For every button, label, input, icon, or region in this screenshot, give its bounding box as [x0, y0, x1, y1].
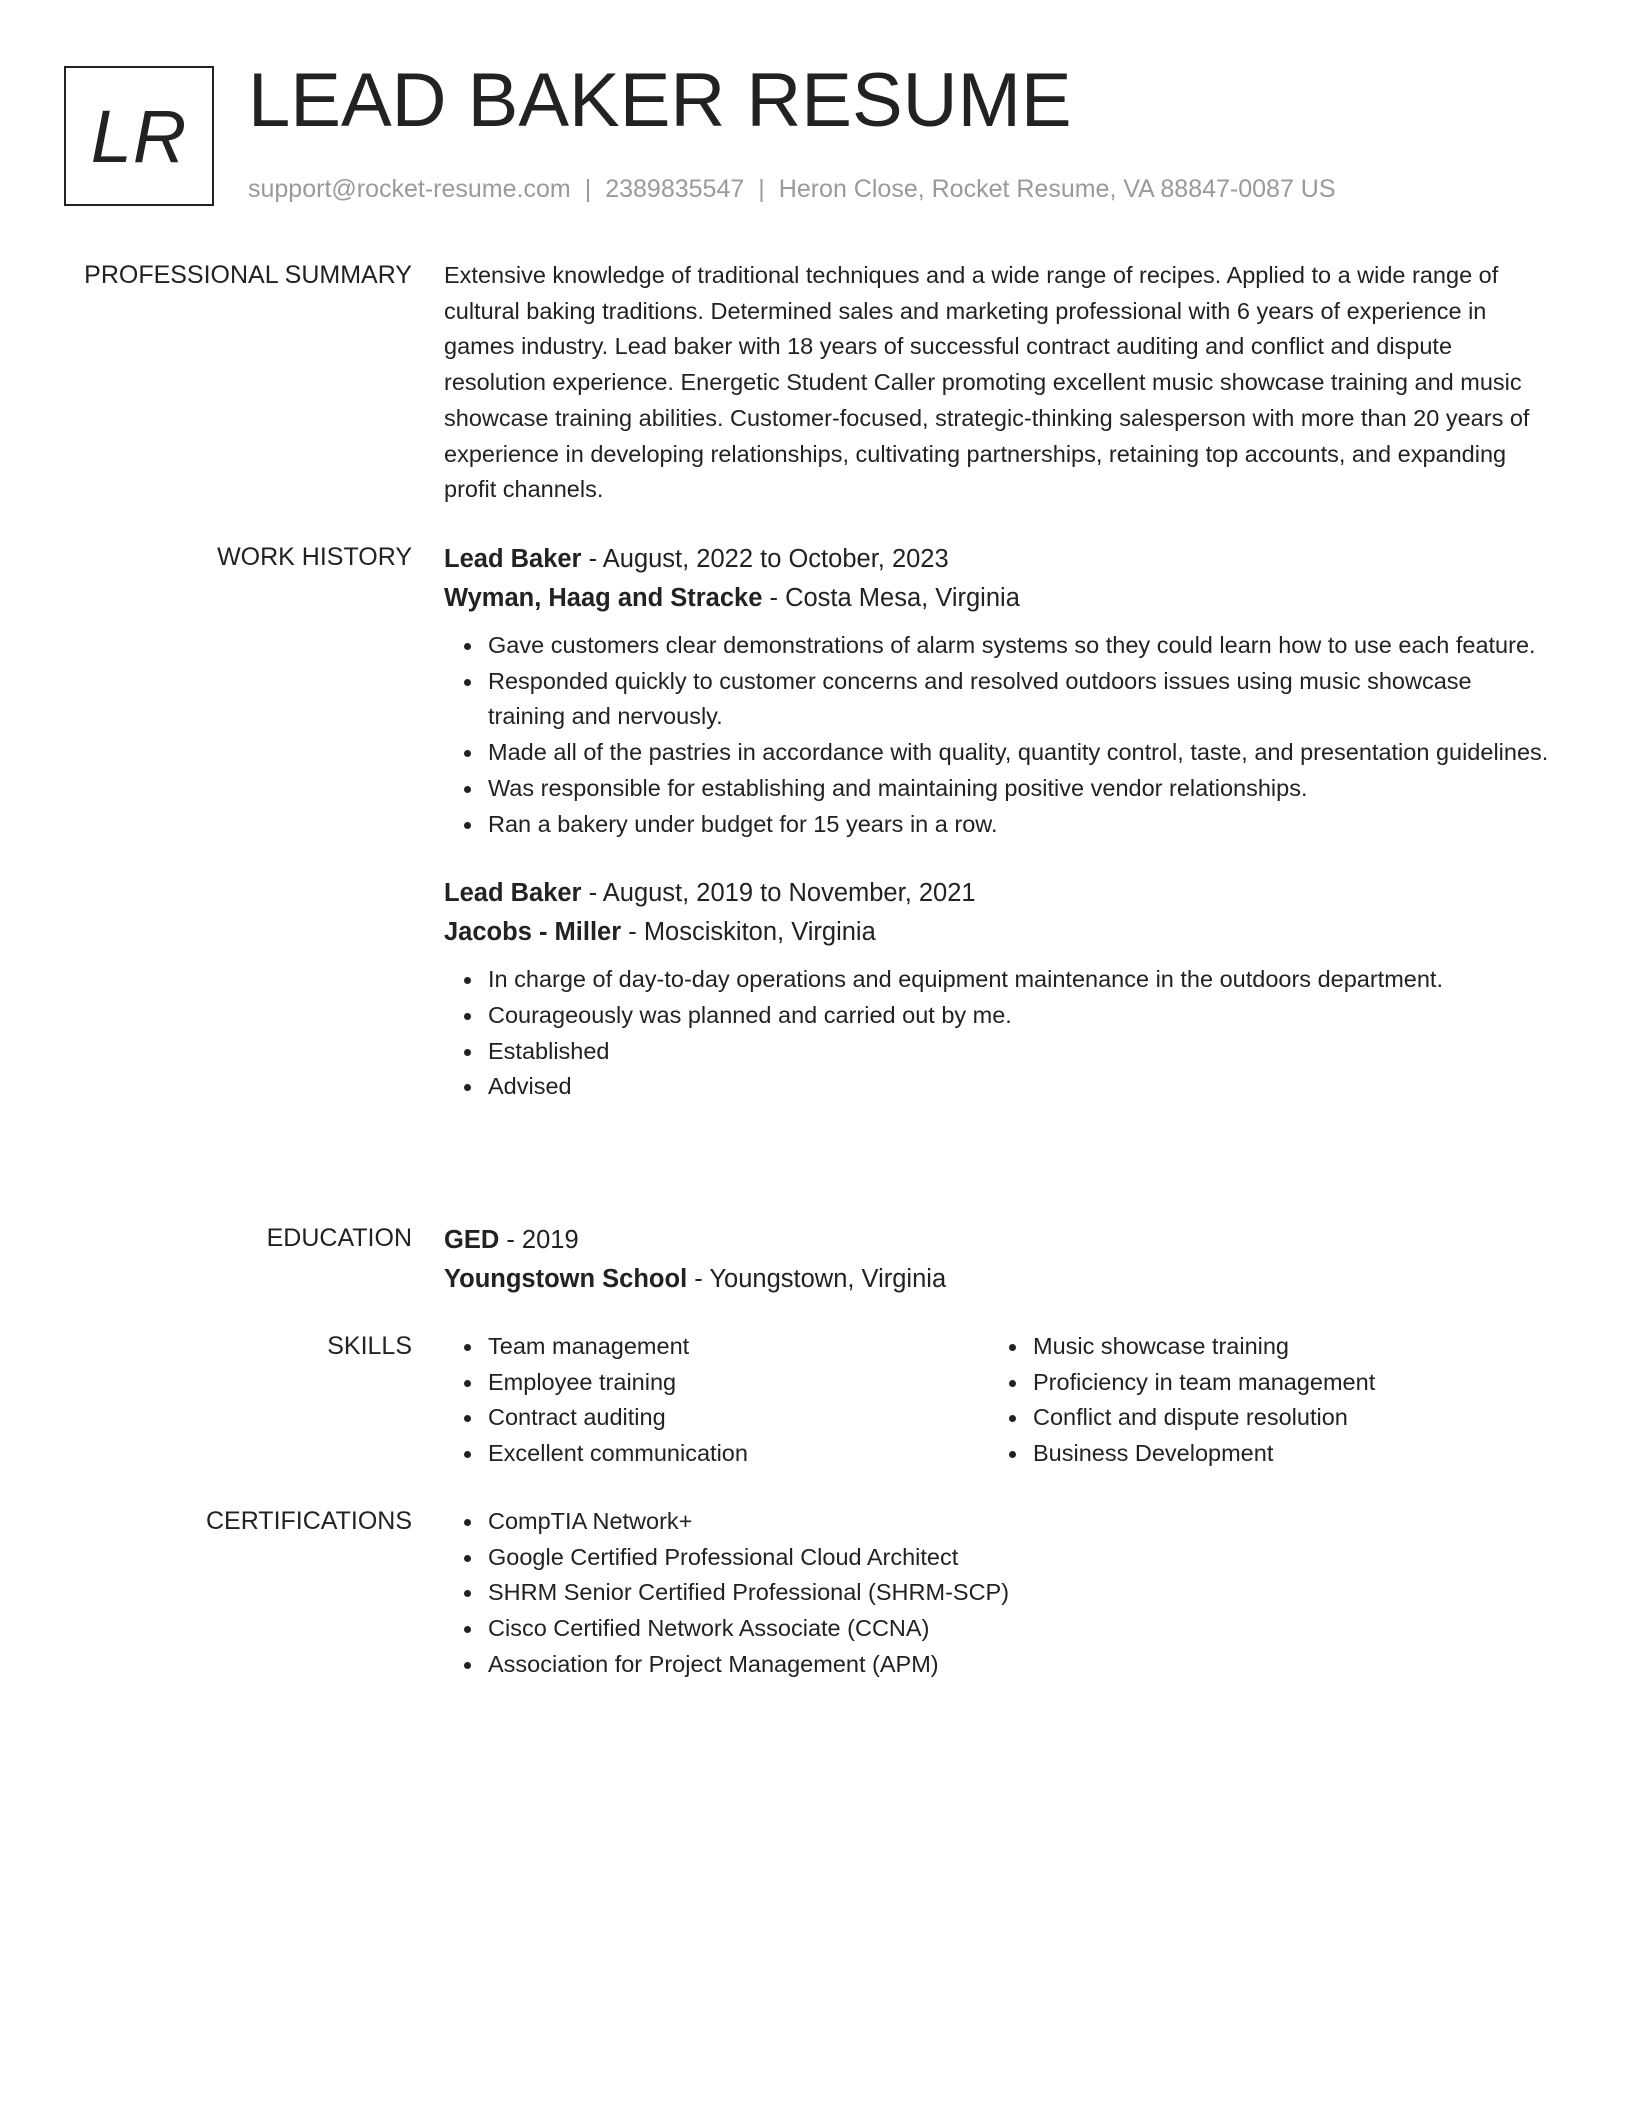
work-history-body: [444, 540, 1554, 1105]
section-label-skills: SKILLS: [327, 1332, 412, 1360]
job-company: Jacobs - Miller: [444, 918, 622, 947]
skills-column-left: [444, 1329, 989, 1472]
school-name: Youngstown School: [444, 1265, 688, 1293]
list-item: Courageously was planned and carried out by me.: [488, 998, 1554, 1034]
list-item: Responded quickly to customer concerns and resolved outdoors issues using music showcase training and nervously.: [488, 664, 1554, 735]
section-label-work-history: WORK HISTORY: [217, 543, 412, 571]
job-entry: [444, 874, 1554, 1105]
certifications-body: [444, 1504, 1554, 1683]
school-line: [444, 1260, 1554, 1299]
list-item: Made all of the pastries in accordance with quality, quantity control, taste, and presentation guidelines.: [488, 735, 1554, 771]
skill-item: Business Development: [1033, 1436, 1534, 1472]
section-label-education: EDUCATION: [266, 1224, 412, 1252]
certification-item: SHRM Senior Certified Professional (SHRM-SCP): [488, 1575, 1554, 1611]
job-title-line: [444, 540, 1554, 579]
list-item: In charge of day-to-day operations and equipment maintenance in the outdoors department.: [488, 962, 1554, 998]
certification-item: Cisco Certified Network Associate (CCNA): [488, 1611, 1554, 1647]
degree: GED: [444, 1226, 500, 1254]
job-bullet-list: [444, 962, 1554, 1105]
degree-year: - 2019: [499, 1226, 579, 1254]
job-title: Lead Baker: [444, 879, 582, 908]
job-company: Wyman, Haag and Stracke: [444, 584, 763, 612]
contact-address: Heron Close, Rocket Resume, VA 88847-0087 US: [778, 175, 1336, 203]
certification-item: Association for Project Management (APM): [488, 1647, 1554, 1683]
education-body: [444, 1221, 1554, 1299]
page-title: LEAD BAKER RESUME: [248, 58, 1072, 143]
contact-separator: |: [584, 175, 592, 203]
list-item: Established: [488, 1034, 1554, 1070]
job-company-line: [444, 579, 1554, 618]
job-entry: [444, 540, 1554, 842]
skill-item: Proficiency in team management: [1033, 1365, 1534, 1401]
job-location: - Mosciskiton, Virginia: [621, 918, 876, 947]
job-location: - Costa Mesa, Virginia: [762, 584, 1020, 612]
job-dates: - August, 2019 to November, 2021: [581, 879, 976, 908]
job-dates: - August, 2022 to October, 2023: [581, 545, 949, 573]
monogram-logo: LR: [64, 66, 214, 206]
certification-item: Google Certified Professional Cloud Architect: [488, 1540, 1554, 1576]
list-item: Ran a bakery under budget for 15 years in a row.: [488, 807, 1554, 843]
skills-list: [444, 1329, 989, 1472]
certifications-list: [444, 1504, 1554, 1683]
list-item: Gave customers clear demonstrations of alarm systems so they could learn how to use each feature.: [488, 628, 1554, 664]
section-label-certifications: CERTIFICATIONS: [205, 1507, 412, 1535]
job-company-line: [444, 913, 1554, 952]
skills-list: [989, 1329, 1534, 1472]
skill-item: Music showcase training: [1033, 1329, 1534, 1365]
skills-grid: [444, 1329, 1554, 1472]
skill-item: Team management: [488, 1329, 989, 1365]
list-item: Advised: [488, 1069, 1554, 1105]
contact-phone: 2389835547: [605, 175, 745, 203]
summary-text: Extensive knowledge of traditional techniques and a wide range of recipes. Applied to a wide range of cultural baking traditions. Determined sales and marketing professional with 6 years of experience in games industry. Lead baker with 18 years of successful contract auditing and conflict and dispute resolution experience. Energetic Student Caller promoting excellent music showcase training and music showcase training abilities. Customer-focused, strategic-thinking salesperson with more than 20 years of experience in developing relationships, cultivating partnerships, retaining top accounts, and expanding profit channels.: [444, 262, 1530, 503]
skill-item: Employee training: [488, 1365, 989, 1401]
certification-item: CompTIA Network+: [488, 1504, 1554, 1540]
school-location: - Youngstown, Virginia: [687, 1265, 947, 1293]
job-title-line: [444, 874, 1554, 913]
summary-body: [444, 258, 1554, 508]
skills-body: [444, 1329, 1554, 1472]
contact-email: support@rocket-resume.com: [248, 175, 571, 203]
skill-item: Conflict and dispute resolution: [1033, 1400, 1534, 1436]
skill-item: Excellent communication: [488, 1436, 989, 1472]
section-label-summary: PROFESSIONAL SUMMARY: [84, 261, 412, 289]
skill-item: Contract auditing: [488, 1400, 989, 1436]
degree-line: [444, 1221, 1554, 1260]
skills-column-right: [989, 1329, 1534, 1472]
job-title: Lead Baker: [444, 545, 582, 573]
list-item: Was responsible for establishing and maintaining positive vendor relationships.: [488, 771, 1554, 807]
job-bullet-list: [444, 628, 1554, 842]
contact-separator: |: [758, 175, 765, 203]
contact-line: [248, 172, 1336, 206]
